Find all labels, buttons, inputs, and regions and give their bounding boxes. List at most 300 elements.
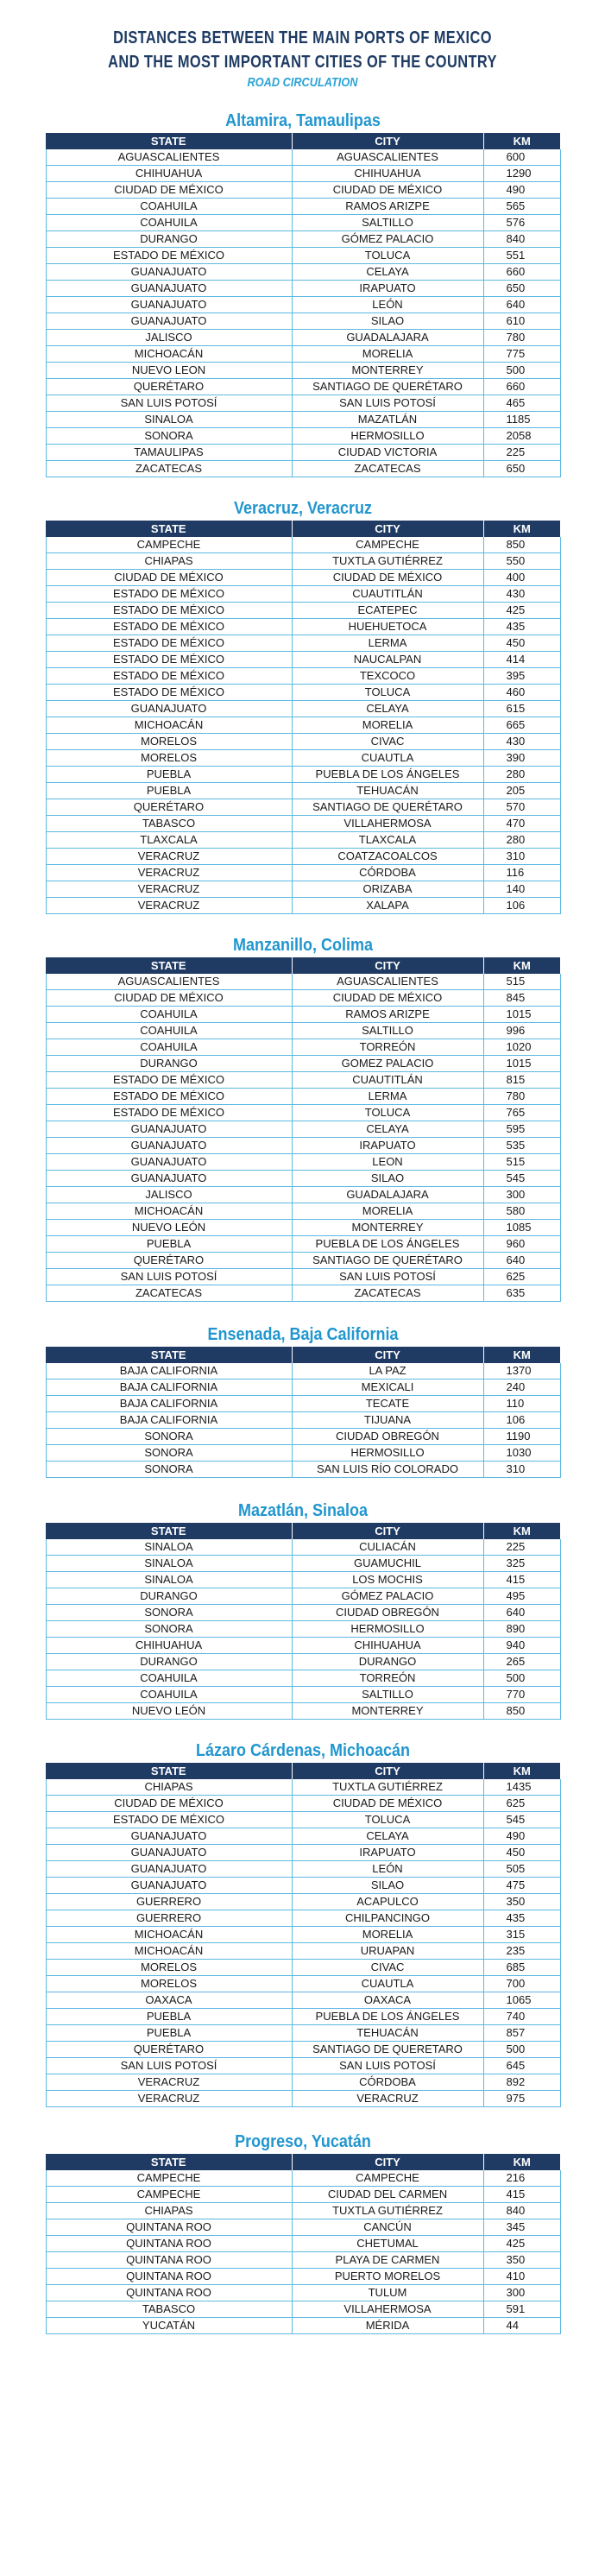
table-row [46, 2203, 560, 2219]
state-cell: ESTADO DE MÉXICO [46, 635, 292, 652]
km-cell: 225 [483, 445, 560, 461]
state-cell: SINALOA [46, 1572, 292, 1588]
km-cell: 325 [483, 1556, 560, 1572]
section-title: Progreso, Yucatán [234, 2132, 371, 2151]
city-cell: LERMA [292, 1089, 483, 1105]
state-cell: TABASCO [46, 2301, 292, 2318]
table-row [46, 1363, 560, 1380]
km-cell: 430 [483, 586, 560, 603]
state-cell: CIUDAD DE MÉXICO [46, 182, 292, 199]
city-cell: LEÓN [292, 1861, 483, 1878]
city-cell: GÓMEZ PALACIO [292, 1588, 483, 1605]
km-cell: 300 [483, 2285, 560, 2301]
city-cell: SILAO [292, 1878, 483, 1894]
km-cell: 1085 [483, 1220, 560, 1236]
table-row [46, 149, 560, 166]
city-cell: MONTERREY [292, 1220, 483, 1236]
km-cell: 1030 [483, 1445, 560, 1462]
city-cell: CAMPECHE [292, 537, 483, 553]
km-cell: 650 [483, 461, 560, 477]
km-cell: 490 [483, 182, 560, 199]
state-cell: JALISCO [46, 330, 292, 346]
table-row [46, 1023, 560, 1039]
state-cell: SONORA [46, 1621, 292, 1638]
city-cell: SAN LUIS POTOSÍ [292, 1269, 483, 1285]
table-row [46, 1462, 560, 1478]
km-cell: 450 [483, 1845, 560, 1861]
table-row [46, 1779, 560, 1796]
city-cell: SANTIAGO DE QUERÉTARO [292, 799, 483, 816]
state-cell: OAXACA [46, 1992, 292, 2009]
km-cell: 1290 [483, 166, 560, 182]
state-cell: PUEBLA [46, 2025, 292, 2042]
km-cell: 770 [483, 1687, 560, 1703]
distance-table [46, 1523, 561, 1720]
city-cell: CELAYA [292, 701, 483, 717]
state-cell: PUEBLA [46, 783, 292, 799]
state-cell: VERACRUZ [46, 881, 292, 898]
state-cell: MORELOS [46, 734, 292, 750]
table-header-row [46, 133, 560, 149]
city-cell: TEHUACÁN [292, 2025, 483, 2042]
table-row [46, 1445, 560, 1462]
city-cell: HERMOSILLO [292, 428, 483, 445]
city-cell: LERMA [292, 635, 483, 652]
table-row [46, 990, 560, 1007]
table-row [46, 215, 560, 231]
state-cell: SINALOA [46, 412, 292, 428]
table-row [46, 701, 560, 717]
km-cell: 890 [483, 1621, 560, 1638]
state-cell: ESTADO DE MÉXICO [46, 668, 292, 685]
city-cell: MORELIA [292, 1927, 483, 1943]
city-cell: ZACATECAS [292, 1285, 483, 1302]
km-cell: 300 [483, 1187, 560, 1203]
table-row [46, 783, 560, 799]
table-row [46, 412, 560, 428]
table-row [46, 832, 560, 849]
state-cell: QUERÉTARO [46, 379, 292, 395]
state-cell: MICHOACÁN [46, 346, 292, 363]
city-cell: PUEBLA DE LOS ÁNGELES [292, 2009, 483, 2025]
city-cell: TULUM [292, 2285, 483, 2301]
table-row [46, 1089, 560, 1105]
state-cell: CHIHUAHUA [46, 1638, 292, 1654]
state-cell: SINALOA [46, 1556, 292, 1572]
table-row [46, 2009, 560, 2025]
km-cell: 395 [483, 668, 560, 685]
km-cell: 435 [483, 1910, 560, 1927]
km-cell: 106 [483, 1412, 560, 1429]
km-cell: 345 [483, 2219, 560, 2236]
city-cell: PLAYA DE CARMEN [292, 2252, 483, 2269]
column-header-state: STATE [46, 957, 292, 974]
table-row [46, 281, 560, 297]
column-header-state: STATE [46, 133, 292, 149]
city-cell: GOMEZ PALACIO [292, 1056, 483, 1072]
port-section [46, 2131, 560, 2334]
km-cell: 545 [483, 1812, 560, 1828]
table-row [46, 1960, 560, 1976]
city-cell: SILAO [292, 1171, 483, 1187]
state-cell: VERACRUZ [46, 898, 292, 914]
km-cell: 615 [483, 701, 560, 717]
state-cell: MICHOACÁN [46, 1927, 292, 1943]
state-cell: CHIHUAHUA [46, 166, 292, 182]
km-cell: 1015 [483, 1007, 560, 1023]
column-header-city: CITY [292, 2154, 483, 2170]
city-cell: HERMOSILLO [292, 1621, 483, 1638]
city-cell: TOLUCA [292, 1105, 483, 1121]
table-row [46, 1812, 560, 1828]
table-row [46, 1638, 560, 1654]
km-cell: 1190 [483, 1429, 560, 1445]
city-cell: HERMOSILLO [292, 1445, 483, 1462]
table-row [46, 570, 560, 586]
table-row [46, 1285, 560, 1302]
column-header-km: KM [483, 957, 560, 974]
table-row [46, 2301, 560, 2318]
city-cell: CELAYA [292, 264, 483, 281]
km-cell: 845 [483, 990, 560, 1007]
table-row [46, 1687, 560, 1703]
city-cell: MORELIA [292, 1203, 483, 1220]
city-cell: SANTIAGO DE QUERÉTARO [292, 1253, 483, 1269]
city-cell: URUAPAN [292, 1943, 483, 1960]
state-cell: VERACRUZ [46, 2074, 292, 2091]
km-cell: 645 [483, 2058, 560, 2074]
table-row [46, 1187, 560, 1203]
city-cell: VILLAHERMOSA [292, 2301, 483, 2318]
city-cell: AGUASCALIENTES [292, 149, 483, 166]
km-cell: 216 [483, 2170, 560, 2187]
km-cell: 495 [483, 1588, 560, 1605]
km-cell: 205 [483, 783, 560, 799]
table-row [46, 231, 560, 248]
km-cell: 660 [483, 264, 560, 281]
section-title: Lázaro Cárdenas, Michoacán [195, 1741, 410, 1760]
city-cell: CAMPECHE [292, 2170, 483, 2187]
state-cell: TLAXCALA [46, 832, 292, 849]
km-cell: 430 [483, 734, 560, 750]
column-header-city: CITY [292, 1763, 483, 1779]
km-cell: 400 [483, 570, 560, 586]
state-cell: GUANAJUATO [46, 1171, 292, 1187]
city-cell: CUAUTITLÁN [292, 1072, 483, 1089]
state-cell: TAMAULIPAS [46, 445, 292, 461]
city-cell: ZACATECAS [292, 461, 483, 477]
table-row [46, 553, 560, 570]
table-header-row [46, 2154, 560, 2170]
state-cell: SINALOA [46, 1539, 292, 1556]
km-cell: 580 [483, 1203, 560, 1220]
city-cell: CIUDAD OBREGÓN [292, 1605, 483, 1621]
km-cell: 1020 [483, 1039, 560, 1056]
distance-table [46, 133, 561, 477]
state-cell: GUANAJUATO [46, 701, 292, 717]
city-cell: MEXICALI [292, 1380, 483, 1396]
state-cell: QUERÉTARO [46, 2042, 292, 2058]
state-cell: DURANGO [46, 1056, 292, 1072]
table-row [46, 199, 560, 215]
state-cell: COAHUILA [46, 1687, 292, 1703]
state-cell: DURANGO [46, 1654, 292, 1670]
km-cell: 500 [483, 2042, 560, 2058]
city-cell: TOLUCA [292, 685, 483, 701]
km-cell: 591 [483, 2301, 560, 2318]
km-cell: 840 [483, 231, 560, 248]
state-cell: GUANAJUATO [46, 1861, 292, 1878]
table-row [46, 1588, 560, 1605]
state-cell: GUANAJUATO [46, 297, 292, 313]
state-cell: COAHUILA [46, 1670, 292, 1687]
state-cell: CIUDAD DE MÉXICO [46, 1796, 292, 1812]
table-row [46, 849, 560, 865]
table-row [46, 1605, 560, 1621]
table-row [46, 1253, 560, 1269]
state-cell: ESTADO DE MÉXICO [46, 652, 292, 668]
city-cell: PUEBLA DE LOS ÁNGELES [292, 1236, 483, 1253]
city-cell: CANCÚN [292, 2219, 483, 2236]
table-row [46, 2187, 560, 2203]
table-row [46, 1269, 560, 1285]
state-cell: GUANAJUATO [46, 1828, 292, 1845]
distance-table [46, 521, 561, 914]
state-cell: QUINTANA ROO [46, 2219, 292, 2236]
table-row [46, 1121, 560, 1138]
state-cell: ESTADO DE MÉXICO [46, 1072, 292, 1089]
state-cell: SONORA [46, 1445, 292, 1462]
city-cell: IRAPUATO [292, 281, 483, 297]
city-cell: CIUDAD OBREGÓN [292, 1429, 483, 1445]
table-row [46, 1203, 560, 1220]
table-row [46, 2252, 560, 2269]
page-title-line-1: DISTANCES BETWEEN THE MAIN PORTS OF MEXICO [113, 28, 492, 47]
table-row [46, 1927, 560, 1943]
column-header-city: CITY [292, 1347, 483, 1363]
state-cell: GUERRERO [46, 1894, 292, 1910]
state-cell: ESTADO DE MÉXICO [46, 586, 292, 603]
city-cell: CÓRDOBA [292, 865, 483, 881]
table-header-row [46, 1347, 560, 1363]
city-cell: GUADALAJARA [292, 330, 483, 346]
column-header-state: STATE [46, 1523, 292, 1539]
km-cell: 500 [483, 363, 560, 379]
table-row [46, 1171, 560, 1187]
km-cell: 700 [483, 1976, 560, 1992]
table-row [46, 1845, 560, 1861]
city-cell: ECATEPEC [292, 603, 483, 619]
state-cell: VERACRUZ [46, 2091, 292, 2107]
city-cell: LOS MOCHIS [292, 1572, 483, 1588]
column-header-city: CITY [292, 957, 483, 974]
km-cell: 140 [483, 881, 560, 898]
km-cell: 310 [483, 1462, 560, 1478]
km-cell: 350 [483, 2252, 560, 2269]
state-cell: ESTADO DE MÉXICO [46, 1812, 292, 1828]
column-header-state: STATE [46, 1763, 292, 1779]
city-cell: GUAMUCHIL [292, 1556, 483, 1572]
table-row [46, 898, 560, 914]
city-cell: VILLAHERMOSA [292, 816, 483, 832]
state-cell: ZACATECAS [46, 461, 292, 477]
km-cell: 740 [483, 2009, 560, 2025]
table-row [46, 1992, 560, 2009]
city-cell: SALTILLO [292, 215, 483, 231]
city-cell: XALAPA [292, 898, 483, 914]
state-cell: GUANAJUATO [46, 1121, 292, 1138]
km-cell: 240 [483, 1380, 560, 1396]
city-cell: CELAYA [292, 1121, 483, 1138]
table-row [46, 717, 560, 734]
km-cell: 1015 [483, 1056, 560, 1072]
sections-container [0, 110, 605, 2334]
state-cell: VERACRUZ [46, 849, 292, 865]
table-row [46, 2219, 560, 2236]
state-cell: GUANAJUATO [46, 1878, 292, 1894]
table-row [46, 767, 560, 783]
km-cell: 116 [483, 865, 560, 881]
km-cell: 550 [483, 553, 560, 570]
city-cell: TOLUCA [292, 1812, 483, 1828]
table-row [46, 586, 560, 603]
city-cell: CIUDAD DE MÉXICO [292, 1796, 483, 1812]
state-cell: GUANAJUATO [46, 264, 292, 281]
column-header-state: STATE [46, 1347, 292, 1363]
state-cell: DURANGO [46, 231, 292, 248]
city-cell: LEÓN [292, 297, 483, 313]
table-row [46, 1138, 560, 1154]
km-cell: 460 [483, 685, 560, 701]
city-cell: CIUDAD VICTORIA [292, 445, 483, 461]
km-cell: 996 [483, 1023, 560, 1039]
city-cell: TLAXCALA [292, 832, 483, 849]
state-cell: NUEVO LEÓN [46, 1220, 292, 1236]
km-cell: 515 [483, 974, 560, 990]
km-cell: 640 [483, 1253, 560, 1269]
km-cell: 280 [483, 767, 560, 783]
km-cell: 665 [483, 717, 560, 734]
city-cell: TUXTLA GUTIÉRREZ [292, 553, 483, 570]
state-cell: CHIAPAS [46, 1779, 292, 1796]
city-cell: LEON [292, 1154, 483, 1171]
km-cell: 940 [483, 1638, 560, 1654]
km-cell: 576 [483, 215, 560, 231]
city-cell: MORELIA [292, 717, 483, 734]
state-cell: QUINTANA ROO [46, 2252, 292, 2269]
table-row [46, 1539, 560, 1556]
table-row [46, 1572, 560, 1588]
km-cell: 775 [483, 346, 560, 363]
city-cell: MAZATLÁN [292, 412, 483, 428]
city-cell: CHIHUAHUA [292, 1638, 483, 1654]
city-cell: TIJUANA [292, 1412, 483, 1429]
km-cell: 414 [483, 652, 560, 668]
city-cell: COATZACOALCOS [292, 849, 483, 865]
km-cell: 780 [483, 330, 560, 346]
table-row [46, 1943, 560, 1960]
km-cell: 280 [483, 832, 560, 849]
table-row [46, 2042, 560, 2058]
km-cell: 390 [483, 750, 560, 767]
city-cell: SAN LUIS RÍO COLORADO [292, 1462, 483, 1478]
state-cell: DURANGO [46, 1588, 292, 1605]
table-row [46, 1670, 560, 1687]
city-cell: TOLUCA [292, 248, 483, 264]
km-cell: 1065 [483, 1992, 560, 2009]
km-cell: 780 [483, 1089, 560, 1105]
table-row [46, 537, 560, 553]
city-cell: SANTIAGO DE QUERETARO [292, 2042, 483, 2058]
km-cell: 450 [483, 635, 560, 652]
table-row [46, 881, 560, 898]
table-row [46, 1556, 560, 1572]
km-cell: 505 [483, 1861, 560, 1878]
city-cell: SALTILLO [292, 1687, 483, 1703]
state-cell: COAHUILA [46, 199, 292, 215]
state-cell: ESTADO DE MÉXICO [46, 248, 292, 264]
table-row [46, 1396, 560, 1412]
city-cell: ORIZABA [292, 881, 483, 898]
km-cell: 350 [483, 1894, 560, 1910]
state-cell: SONORA [46, 1462, 292, 1478]
city-cell: CIUDAD DE MÉXICO [292, 182, 483, 199]
table-row [46, 2074, 560, 2091]
city-cell: IRAPUATO [292, 1845, 483, 1861]
table-row [46, 1621, 560, 1638]
column-header-km: KM [483, 521, 560, 537]
table-row [46, 2269, 560, 2285]
state-cell: SONORA [46, 1605, 292, 1621]
city-cell: MÉRIDA [292, 2318, 483, 2334]
km-cell: 44 [483, 2318, 560, 2334]
state-cell: QUERÉTARO [46, 799, 292, 816]
table-row [46, 313, 560, 330]
table-row [46, 2285, 560, 2301]
state-cell: VERACRUZ [46, 865, 292, 881]
city-cell: TUXTLA GUTIÉRREZ [292, 1779, 483, 1796]
column-header-city: CITY [292, 133, 483, 149]
state-cell: TABASCO [46, 816, 292, 832]
km-cell: 660 [483, 379, 560, 395]
state-cell: SONORA [46, 1429, 292, 1445]
table-row [46, 1154, 560, 1171]
state-cell: ESTADO DE MÉXICO [46, 603, 292, 619]
km-cell: 435 [483, 619, 560, 635]
table-row [46, 428, 560, 445]
state-cell: COAHUILA [46, 1023, 292, 1039]
state-cell: YUCATÁN [46, 2318, 292, 2334]
km-cell: 1185 [483, 412, 560, 428]
city-cell: CUAUTLA [292, 1976, 483, 1992]
port-section [46, 110, 560, 477]
table-row [46, 799, 560, 816]
city-cell: CÓRDOBA [292, 2074, 483, 2091]
table-row [46, 395, 560, 412]
table-row [46, 2025, 560, 2042]
km-cell: 500 [483, 1670, 560, 1687]
table-row [46, 2318, 560, 2334]
table-row [46, 297, 560, 313]
city-cell: NAUCALPAN [292, 652, 483, 668]
state-cell: ZACATECAS [46, 1285, 292, 1302]
km-cell: 815 [483, 1072, 560, 1089]
table-row [46, 865, 560, 881]
state-cell: BAJA CALIFORNIA [46, 1396, 292, 1412]
km-cell: 625 [483, 1796, 560, 1812]
city-cell: VERACRUZ [292, 2091, 483, 2107]
city-cell: SANTIAGO DE QUERÉTARO [292, 379, 483, 395]
